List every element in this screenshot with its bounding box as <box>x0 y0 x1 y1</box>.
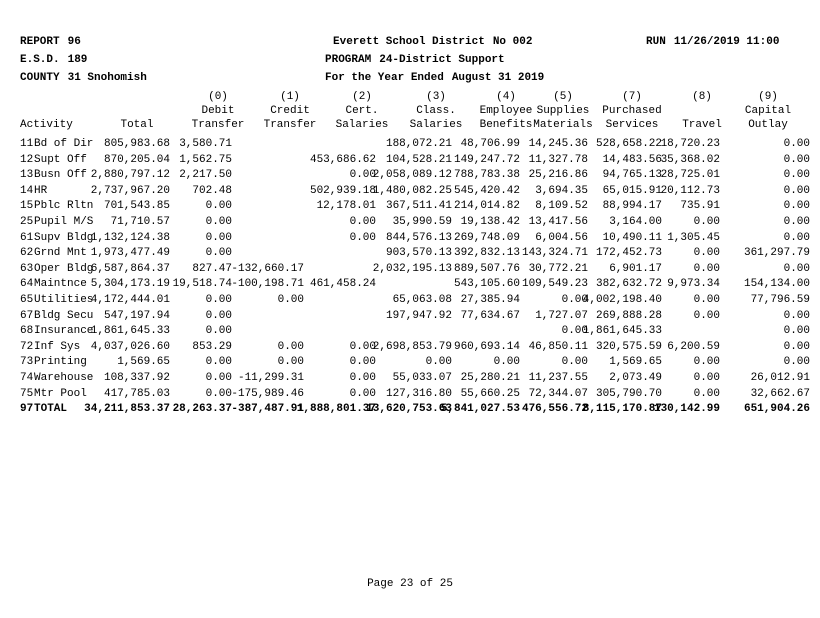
table-row <box>20 324 810 340</box>
cell-capital: 361,297.79 <box>743 247 810 260</box>
esd-number: E.S.D. 189 <box>20 54 88 66</box>
cell-travel: 0.00 <box>693 262 720 275</box>
cell-cert: 461,458.24 <box>309 278 376 291</box>
cell-debit: 0.00 <box>205 215 232 228</box>
cell-name: Pblc Rltn <box>34 200 94 213</box>
cell-cert: 0.00 <box>349 371 376 384</box>
cell-total: 417,785.03 <box>103 387 170 400</box>
cell-supplies: 11,327.78 <box>528 153 588 166</box>
cell-travel: 0.00 <box>693 371 720 384</box>
cell-total: 2,737,967.20 <box>90 184 170 197</box>
cell-debit: 2,217.50 <box>179 169 232 182</box>
cell-name: TOTAL <box>34 403 68 416</box>
table-row <box>20 168 810 184</box>
cell-code: 13 <box>20 169 34 182</box>
cell-purchased: 305,790.70 <box>595 387 662 400</box>
cell-benefits: 269,748.09 <box>453 231 520 244</box>
cell-class: 2,058,089.12 <box>372 169 452 182</box>
cell-total: 870,205.04 <box>103 153 170 166</box>
cell-class: 188,072.21 <box>385 138 452 150</box>
cell-cert: 0.00 <box>349 340 376 353</box>
cell-total: 2,880,797.12 <box>90 169 170 182</box>
cell-purchased: 65,015.91 <box>602 184 662 197</box>
cell-purchased: 8,115,170.87 <box>582 403 662 416</box>
cell-credit: -175,989.46 <box>231 387 304 400</box>
col-total: Total <box>120 119 154 131</box>
cell-capital: 0.00 <box>783 215 810 228</box>
col-employee-benefits: (4) Employee Benefits <box>479 91 533 131</box>
cell-name: Inf Sys <box>34 340 81 353</box>
cell-capital: 0.00 <box>783 309 810 322</box>
cell-credit: 0.00 <box>277 356 304 369</box>
cell-code: 64 <box>20 278 34 291</box>
fiscal-year: For the Year Ended August 31 2019 <box>325 72 545 84</box>
cell-code: 15 <box>20 200 34 213</box>
cell-total: 6,587,864.37 <box>90 262 170 275</box>
cell-code: 97 <box>20 403 34 416</box>
cell-benefits: 543,105.60 <box>453 278 520 291</box>
cell-capital: 0.00 <box>783 262 810 275</box>
cell-credit: -11,299.31 <box>237 371 304 384</box>
cell-capital: 26,012.91 <box>750 371 810 384</box>
cell-benefits: 149,247.72 <box>453 153 520 166</box>
cell-purchased: 94,765.13 <box>602 169 662 182</box>
cell-supplies: 1,727.07 <box>535 309 588 322</box>
cell-capital: 0.00 <box>783 356 810 369</box>
cell-purchased: 382,632.72 <box>595 278 662 291</box>
cell-debit: 0.00 <box>205 387 232 400</box>
cell-cert: 1,888,801.37 <box>296 403 376 416</box>
cell-class: 1,480,082.25 <box>372 184 452 197</box>
cell-benefits: 55,660.25 <box>460 387 520 400</box>
table-row <box>20 340 810 356</box>
cell-code: 12 <box>20 153 34 166</box>
cell-travel: 130,142.99 <box>653 403 720 416</box>
cell-purchased: 4,002,198.40 <box>582 293 662 306</box>
table-row <box>20 387 810 403</box>
table-row <box>20 293 810 309</box>
cell-class: 2,032,195.13 <box>372 262 452 275</box>
cell-name: Utilities <box>34 293 94 306</box>
cell-total: 1,973,477.49 <box>90 247 170 260</box>
cell-supplies: 109,549.23 <box>521 278 588 291</box>
table-row <box>20 199 810 215</box>
table-row <box>20 262 810 278</box>
cell-class: 844,576.13 <box>385 231 452 244</box>
cell-travel: 0.00 <box>693 356 720 369</box>
col-supplies-materials: (5) Supplies Materials <box>533 91 593 131</box>
cell-capital: 0.00 <box>783 325 810 338</box>
cell-debit: 0.00 <box>205 371 232 384</box>
cell-class: 903,570.13 <box>385 247 452 260</box>
county-name: COUNTY 31 Snohomish <box>20 72 147 84</box>
cell-purchased: 1,861,645.33 <box>582 325 662 338</box>
cell-name: Supt Off <box>34 153 87 166</box>
cell-name: Warehouse <box>34 371 94 384</box>
cell-purchased: 269,888.28 <box>595 309 662 322</box>
cell-benefits: 27,385.94 <box>460 293 520 306</box>
col-travel: (8) Travel <box>682 91 722 131</box>
cell-code: 72 <box>20 340 34 353</box>
cell-code: 75 <box>20 387 34 400</box>
table-row <box>20 246 810 262</box>
cell-cert: 0.00 <box>349 356 376 369</box>
cell-capital: 0.00 <box>783 200 810 213</box>
cell-capital: 0.00 <box>783 153 810 166</box>
cell-cert: 0.00 <box>349 169 376 182</box>
cell-supplies: 0.00 <box>561 293 588 306</box>
cell-total: 1,132,124.38 <box>90 231 170 244</box>
cell-purchased: 3,164.00 <box>609 215 662 228</box>
cell-credit: 0.00 <box>277 293 304 306</box>
cell-credit: -132,660.17 <box>231 262 304 275</box>
cell-code: 62 <box>20 247 34 260</box>
report-number: REPORT 96 <box>20 36 81 48</box>
cell-name: Mtr Pool <box>34 387 87 400</box>
cell-travel: 735.91 <box>680 200 720 213</box>
cell-benefits: 545,420.42 <box>453 184 520 197</box>
cell-supplies: 46,850.11 <box>528 340 588 353</box>
cell-benefits: 19,138.42 <box>460 215 520 228</box>
cell-supplies: 14,245.36 <box>528 138 588 150</box>
cell-supplies: 13,417.56 <box>528 215 588 228</box>
cell-class: 367,511.41 <box>385 200 452 213</box>
table-row <box>20 215 810 231</box>
cell-benefits: 392,832.13 <box>453 247 520 260</box>
cell-total: 547,197.94 <box>103 309 170 322</box>
cell-supplies: 0.00 <box>561 356 588 369</box>
cell-code: 61 <box>20 231 34 244</box>
cell-cert: 0.00 <box>349 387 376 400</box>
table-row <box>20 153 810 169</box>
cell-cert: 0.00 <box>349 215 376 228</box>
col-class-salaries: (3) Class. Salaries <box>409 91 463 131</box>
table-row <box>20 355 810 371</box>
cell-class: 13,620,753.63 <box>366 403 452 416</box>
cell-credit: -100,198.71 <box>231 278 304 291</box>
cell-total: 805,983.68 <box>103 138 170 150</box>
cell-benefits: 48,706.99 <box>460 138 520 150</box>
cell-travel: 9,973.34 <box>667 278 720 291</box>
cell-debit: 0.00 <box>205 356 232 369</box>
cell-debit: 19,518.74 <box>172 278 232 291</box>
cell-travel: 0.00 <box>693 215 720 228</box>
cell-name: Maintnce <box>34 278 87 291</box>
table-row <box>20 371 810 387</box>
col-credit-transfer: (1) Credit Transfer <box>263 91 317 131</box>
cell-class: 0.00 <box>425 356 452 369</box>
cell-travel: 6,200.59 <box>667 340 720 353</box>
cell-travel: 0.00 <box>693 387 720 400</box>
cell-purchased: 528,658.22 <box>595 138 662 150</box>
cell-benefits: 5,841,027.53 <box>440 403 520 416</box>
cell-cert: 12,178.01 <box>316 200 376 213</box>
cell-supplies: 8,109.52 <box>535 200 588 213</box>
cell-class: 55,033.07 <box>392 371 452 384</box>
cell-supplies: 6,004.56 <box>535 231 588 244</box>
cell-debit: 28,263.37 <box>172 403 232 416</box>
cell-name: Bd of Dir <box>34 138 94 150</box>
cell-code: 73 <box>20 356 34 369</box>
cell-code: 11 <box>20 138 34 150</box>
cell-code: 67 <box>20 309 34 322</box>
cell-travel: 18,720.23 <box>660 138 720 150</box>
cell-debit: 0.00 <box>205 231 232 244</box>
cell-purchased: 172,452.73 <box>595 247 662 260</box>
cell-capital: 32,662.67 <box>750 387 810 400</box>
cell-name: Insurance <box>34 325 94 338</box>
cell-purchased: 2,073.49 <box>609 371 662 384</box>
cell-capital: 0.00 <box>783 169 810 182</box>
cell-name: Grnd Mnt <box>34 247 87 260</box>
cell-class: 35,990.59 <box>392 215 452 228</box>
cell-supplies: 476,556.72 <box>521 403 588 416</box>
table-row <box>20 231 810 247</box>
cell-debit: 1,562.75 <box>179 153 232 166</box>
cell-purchased: 88,994.17 <box>602 200 662 213</box>
district-name: Everett School District No 002 <box>333 36 533 48</box>
col-capital-outlay: (9) Capital Outlay <box>744 91 792 131</box>
cell-cert: 502,939.18 <box>309 184 376 197</box>
cell-code: 74 <box>20 371 34 384</box>
cell-class: 197,947.92 <box>385 309 452 322</box>
cell-debit: 0.00 <box>205 309 232 322</box>
cell-travel: 0.00 <box>693 309 720 322</box>
cell-total: 34,211,853.37 <box>84 403 170 416</box>
cell-capital: 154,134.00 <box>743 278 810 291</box>
cell-name: Pupil M/S <box>34 215 94 228</box>
cell-code: 14 <box>20 184 34 197</box>
cell-supplies: 143,324.71 <box>521 247 588 260</box>
cell-class: 104,528.21 <box>385 153 452 166</box>
cell-name: Bldg Secu <box>34 309 94 322</box>
cell-total: 1,861,645.33 <box>90 325 170 338</box>
table-row <box>20 309 810 325</box>
cell-benefits: 960,693.14 <box>453 340 520 353</box>
cell-debit: 827.47 <box>192 262 232 275</box>
cell-debit: 0.00 <box>205 200 232 213</box>
cell-benefits: 25,280.21 <box>460 371 520 384</box>
cell-total: 4,037,026.60 <box>90 340 170 353</box>
cell-total: 5,304,173.19 <box>90 278 170 291</box>
cell-code: 65 <box>20 293 34 306</box>
cell-benefits: 77,634.67 <box>460 309 520 322</box>
cell-total: 4,172,444.01 <box>90 293 170 306</box>
cell-name: Supv Bldg <box>34 231 94 244</box>
cell-travel: 20,112.73 <box>660 184 720 197</box>
cell-debit: 0.00 <box>205 293 232 306</box>
cell-name: Busn Off <box>34 169 87 182</box>
cell-travel: 0.00 <box>693 293 720 306</box>
cell-credit: -387,487.91 <box>231 403 304 416</box>
cell-debit: 3,580.71 <box>179 138 232 150</box>
cell-supplies: 25,216.86 <box>528 169 588 182</box>
cell-class: 65,063.08 <box>392 293 452 306</box>
cell-supplies: 0.00 <box>561 325 588 338</box>
cell-code: 63 <box>20 262 34 275</box>
cell-capital: 0.00 <box>783 340 810 353</box>
cell-total: 701,543.85 <box>103 200 170 213</box>
cell-total: 108,337.92 <box>103 371 170 384</box>
cell-travel: 0.00 <box>693 247 720 260</box>
cell-class: 2,698,853.79 <box>372 340 452 353</box>
cell-purchased: 14,483.56 <box>602 153 662 166</box>
col-cert-salaries: (2) Cert. Salaries <box>335 91 389 131</box>
cell-supplies: 30,772.21 <box>528 262 588 275</box>
cell-benefits: 889,507.76 <box>453 262 520 275</box>
cell-capital: 0.00 <box>783 231 810 244</box>
program-name: PROGRAM 24-District Support <box>325 54 505 66</box>
cell-travel: 35,368.02 <box>660 153 720 166</box>
cell-capital: 651,904.26 <box>743 403 810 416</box>
col-activity: Activity <box>20 119 73 131</box>
cell-debit: 0.00 <box>205 247 232 260</box>
cell-benefits: 0.00 <box>493 356 520 369</box>
total-row <box>20 402 810 418</box>
cell-capital: 0.00 <box>783 138 810 150</box>
run-timestamp: RUN 11/26/2019 11:00 <box>646 36 780 48</box>
cell-purchased: 6,901.17 <box>609 262 662 275</box>
cell-benefits: 788,783.38 <box>453 169 520 182</box>
report-table <box>20 137 810 418</box>
cell-debit: 702.48 <box>192 184 232 197</box>
cell-code: 25 <box>20 215 34 228</box>
cell-debit: 853.29 <box>192 340 232 353</box>
cell-supplies: 3,694.35 <box>535 184 588 197</box>
cell-total: 1,569.65 <box>117 356 170 369</box>
cell-supplies: 72,344.07 <box>528 387 588 400</box>
column-headings <box>20 90 800 134</box>
cell-class: 127,316.80 <box>385 387 452 400</box>
cell-name: Oper Bldg <box>34 262 94 275</box>
cell-total: 71,710.57 <box>110 215 170 228</box>
page-footer: Page 23 of 25 <box>367 578 453 590</box>
cell-purchased: 320,575.59 <box>595 340 662 353</box>
cell-debit: 0.00 <box>205 325 232 338</box>
cell-purchased: 1,569.65 <box>609 356 662 369</box>
cell-capital: 0.00 <box>783 184 810 197</box>
cell-supplies: 11,237.55 <box>528 371 588 384</box>
table-row <box>20 277 810 293</box>
col-debit-transfer: (0) Debit Transfer <box>191 91 245 131</box>
cell-name: Printing <box>34 356 87 369</box>
table-row <box>20 184 810 200</box>
cell-cert: 453,686.62 <box>309 153 376 166</box>
cell-code: 68 <box>20 325 34 338</box>
col-purchased-services: (7) Purchased Services <box>602 91 662 131</box>
cell-travel: 1,305.45 <box>667 231 720 244</box>
cell-benefits: 214,014.82 <box>453 200 520 213</box>
cell-purchased: 10,490.11 <box>602 231 662 244</box>
cell-credit: 0.00 <box>277 340 304 353</box>
table-row <box>20 137 810 153</box>
cell-capital: 77,796.59 <box>750 293 810 306</box>
cell-name: HR <box>34 184 48 197</box>
cell-cert: 0.00 <box>349 231 376 244</box>
cell-travel: 28,725.01 <box>660 169 720 182</box>
